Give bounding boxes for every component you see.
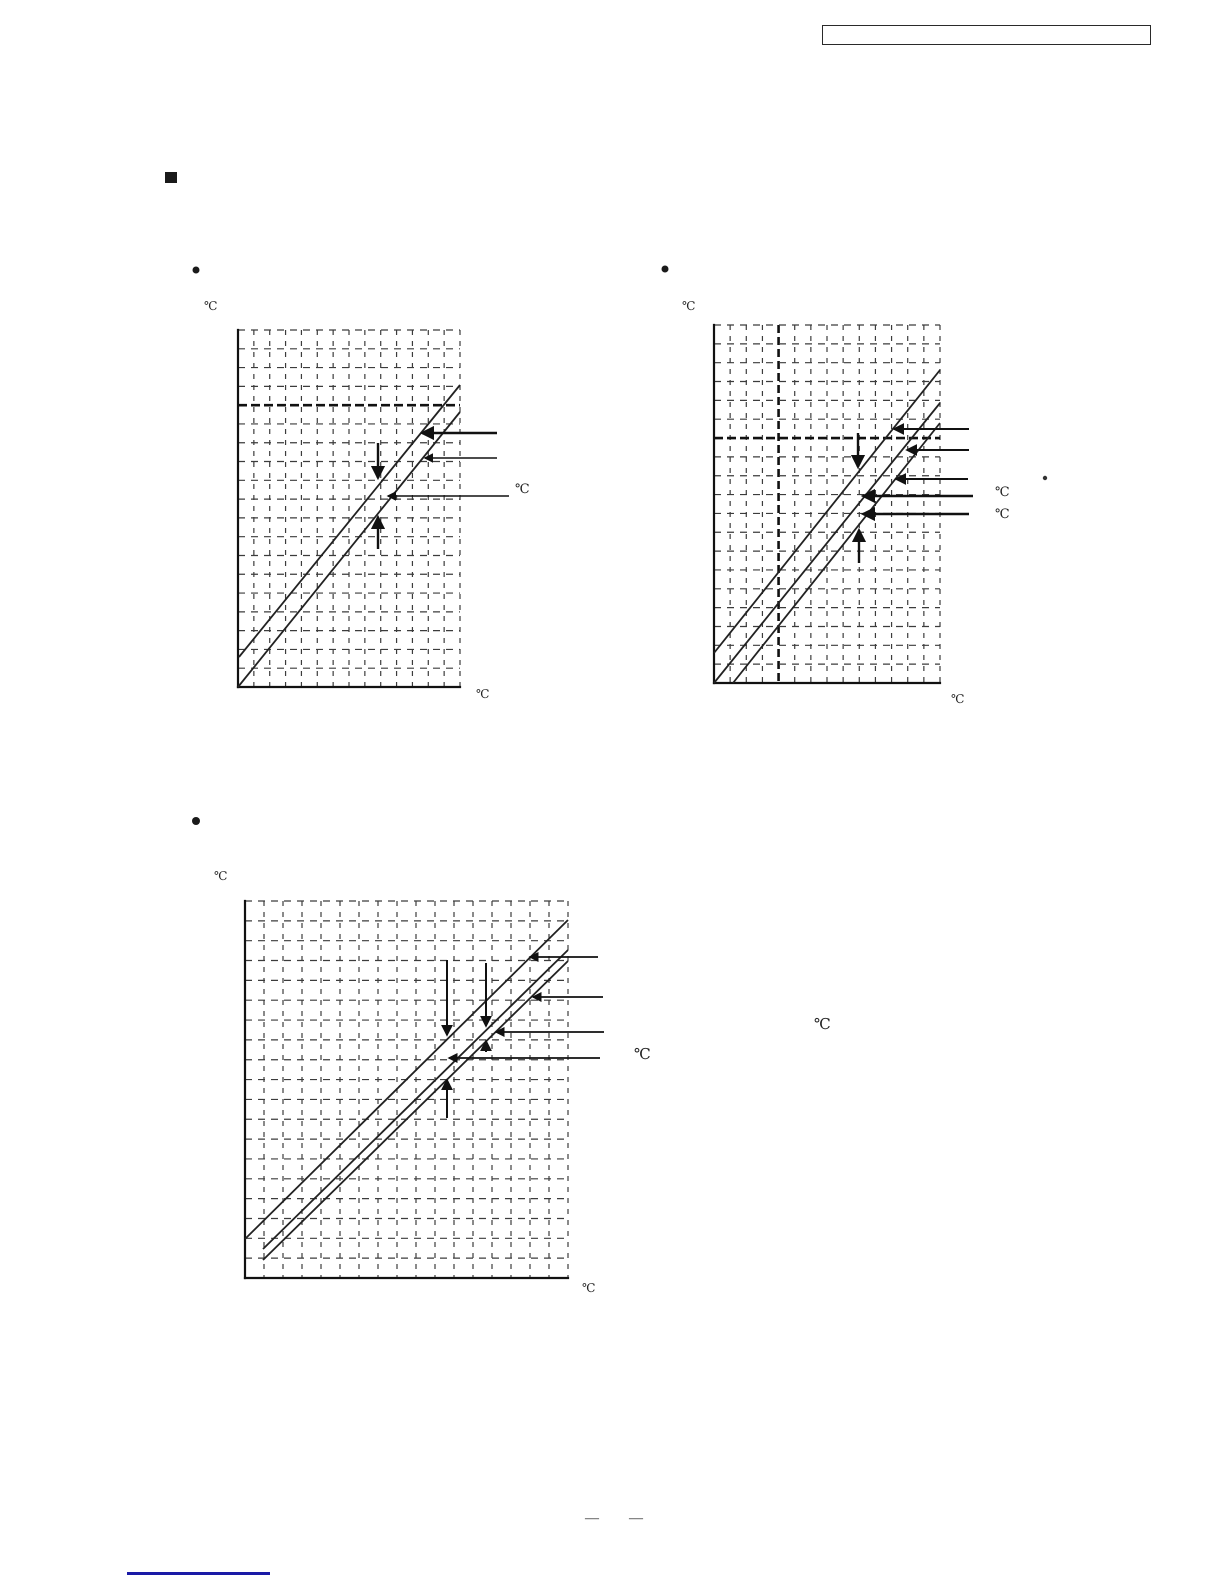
celsius-unit-label: ℃ xyxy=(995,506,1010,521)
data-line xyxy=(714,370,940,653)
footer-page-dash-right: — xyxy=(629,1511,643,1526)
chart-bottom xyxy=(245,901,604,1278)
data-line xyxy=(733,423,940,683)
chart-top-right xyxy=(714,325,1047,683)
celsius-unit-label: ℃ xyxy=(951,692,965,706)
celsius-unit-label: ℃ xyxy=(476,687,490,701)
celsius-unit-label: ℃ xyxy=(515,481,530,496)
celsius-unit-label: ℃ xyxy=(582,1281,596,1295)
celsius-unit-label: ℃ xyxy=(214,869,228,883)
stray-dot xyxy=(1043,476,1047,480)
footer-blue-underline xyxy=(127,1572,270,1575)
data-line xyxy=(714,403,940,683)
bullet-icon xyxy=(192,817,200,825)
bullet-icon xyxy=(193,267,200,274)
celsius-unit-label: ℃ xyxy=(634,1047,651,1063)
data-line xyxy=(263,961,568,1260)
celsius-unit-label: ℃ xyxy=(204,299,218,313)
celsius-unit-label: ℃ xyxy=(682,299,696,313)
footer-page-dash-left: — xyxy=(585,1511,599,1526)
celsius-unit-label: ℃ xyxy=(995,484,1010,499)
chart-top-left xyxy=(238,330,509,687)
celsius-unit-label: ℃ xyxy=(814,1017,831,1033)
bullet-icon xyxy=(662,266,669,273)
